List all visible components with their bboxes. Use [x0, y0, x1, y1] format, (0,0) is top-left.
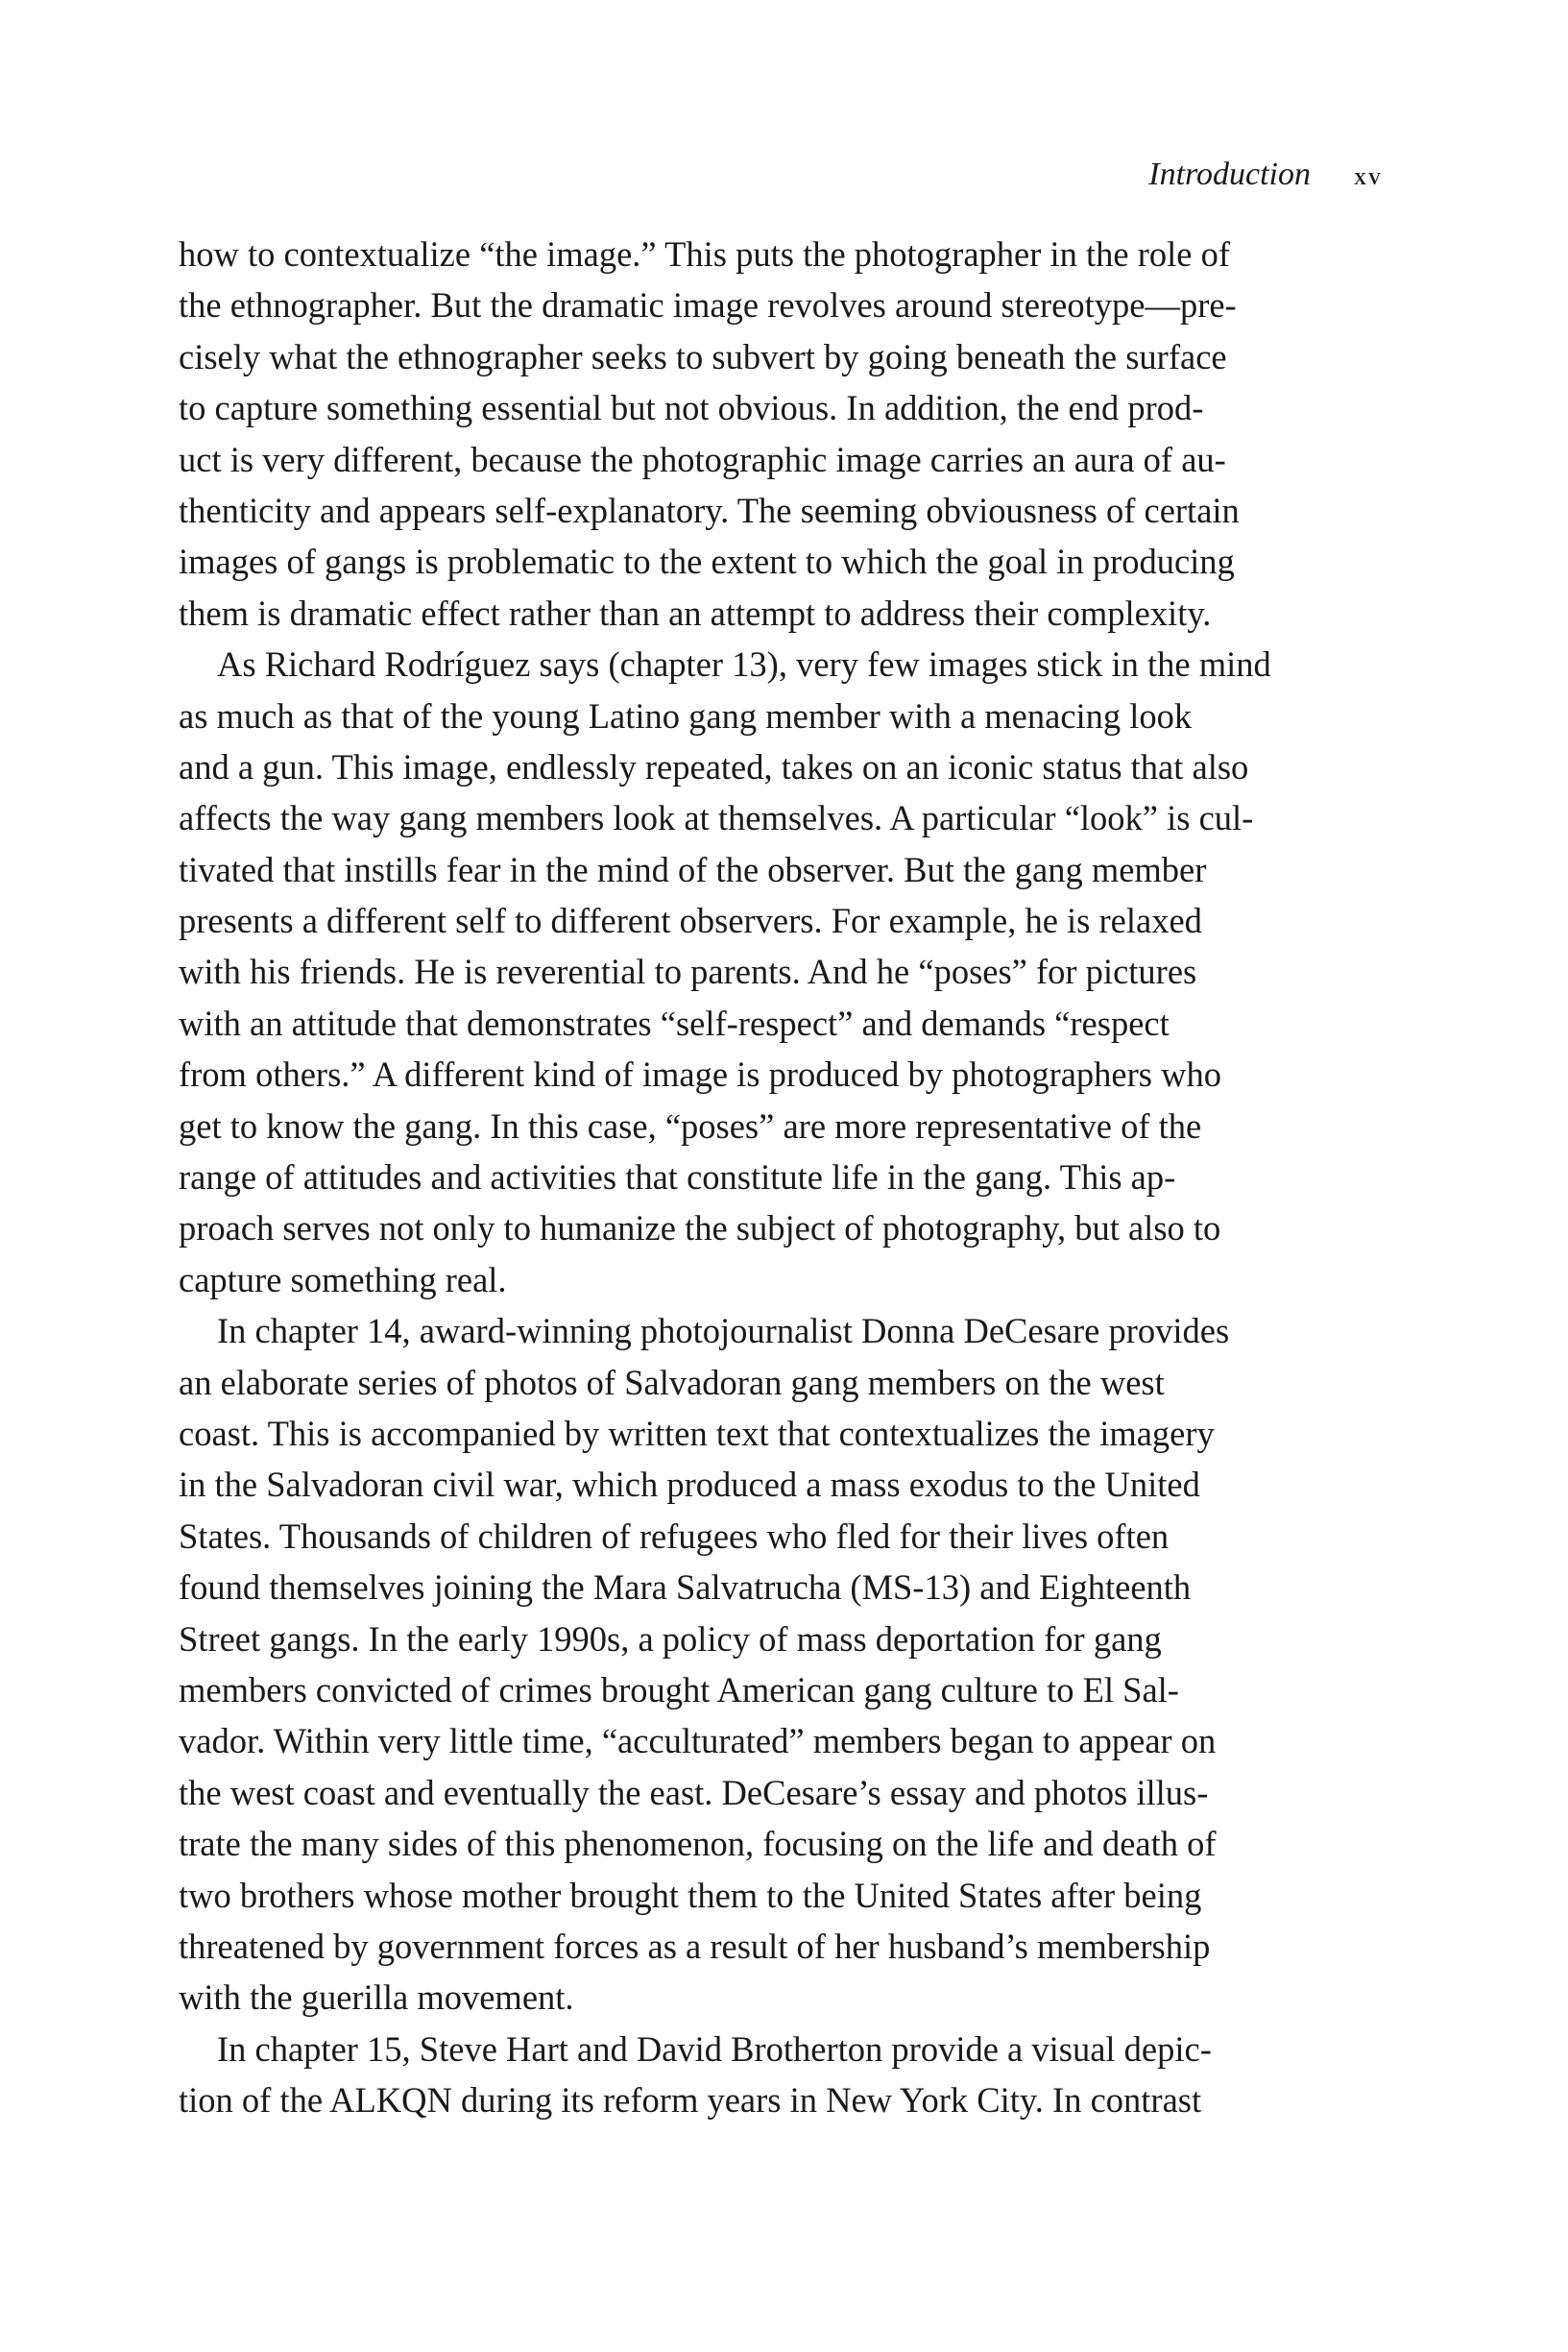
- text-line: the west coast and eventually the east. DeCesare’s essay and photos illus-: [179, 1772, 1209, 1812]
- text-line: with the guerilla movement.: [179, 1977, 574, 2018]
- text-line: uct is very different, because the photographic image carries an aura of au-: [179, 439, 1226, 479]
- text-line: coast. This is accompanied by written text that contextualizes the imagery: [179, 1413, 1215, 1453]
- text-line: and a gun. This image, endlessly repeated, takes on an iconic status that also: [179, 746, 1249, 787]
- paragraph: [179, 639, 1315, 1305]
- text-line: range of attitudes and activities that constitute life in the gang. This ap-: [179, 1157, 1176, 1198]
- paragraph: [179, 2024, 1315, 2126]
- text-line: vador. Within very little time, “acculturated” members began to appear on: [179, 1721, 1217, 1761]
- text-line: found themselves joining the Mara Salvatrucha (MS-13) and Eighteenth: [179, 1567, 1192, 1608]
- text-line: them is dramatic effect rather than an attempt to address their complexity.: [179, 593, 1212, 633]
- text-line: Street gangs. In the early 1990s, a policy of mass deportation for gang: [179, 1618, 1162, 1659]
- text-line: members convicted of crimes brought American gang culture to El Sal-: [179, 1669, 1179, 1709]
- text-line: to capture something essential but not obvious. In addition, the end prod-: [179, 388, 1204, 428]
- text-line: capture something real.: [179, 1259, 507, 1299]
- text-line: proach serves not only to humanize the subject of photography, but also to: [179, 1208, 1221, 1249]
- text-line: two brothers whose mother brought them to the United States after being: [179, 1875, 1202, 1915]
- text-line: cisely what the ethnographer seeks to subvert by going beneath the surface: [179, 336, 1227, 376]
- text-line: trate the many sides of this phenomenon, focusing on the life and death of: [179, 1824, 1217, 1864]
- text-line: how to contextualize “the image.” This puts the photographer in the role of: [179, 234, 1231, 274]
- text-line: tivated that instills fear in the mind of the observer. But the gang member: [179, 849, 1207, 889]
- text-line: As Richard Rodríguez says (chapter 13), very few images stick in the mind: [217, 644, 1271, 685]
- text-line: thenticity and appears self-explanatory. The seeming obviousness of certain: [179, 490, 1240, 530]
- text-line: get to know the gang. In this case, “poses” are more representative of the: [179, 1105, 1202, 1146]
- text-line: with an attitude that demonstrates “self-respect” and demands “respect: [179, 1003, 1170, 1043]
- text-line: threatened by government forces as a result of her husband’s membership: [179, 1926, 1211, 1966]
- text-line: an elaborate series of photos of Salvadoran gang members on the west: [179, 1362, 1165, 1402]
- text-line: from others.” A different kind of image is produced by photographers who: [179, 1055, 1221, 1095]
- text-line: as much as that of the young Latino gang member with a menacing look: [179, 695, 1193, 736]
- text-line: images of gangs is problematic to the extent to which the goal in producing: [179, 542, 1235, 582]
- text-line: tion of the ALKQN during its reform years in New York City. In contrast: [179, 2080, 1202, 2121]
- text-line: in the Salvadoran civil war, which produced a mass exodus to the United: [179, 1465, 1200, 1505]
- running-head: [0, 156, 1568, 204]
- paragraph: [179, 1305, 1315, 2023]
- text-line: States. Thousands of children of refugees who fled for their lives often: [179, 1515, 1170, 1556]
- text-line: the ethnographer. But the dramatic image revolves around stereotype—pre-: [179, 285, 1237, 326]
- text-line: affects the way gang members look at themselves. A particular “look” is cul-: [179, 798, 1254, 838]
- running-title: Introduction: [1148, 157, 1311, 192]
- page-number: xv: [1354, 162, 1383, 190]
- text-line: with his friends. He is reverential to parents. And he “poses” for pictures: [179, 952, 1197, 992]
- text-line: In chapter 14, award-winning photojournalist Donna DeCesare provides: [217, 1311, 1230, 1351]
- text-line: In chapter 15, Steve Hart and David Brotherton provide a visual depic-: [217, 2028, 1212, 2069]
- body-text: [179, 229, 1315, 2125]
- text-line: presents a different self to different observers. For example, he is relaxed: [179, 901, 1202, 941]
- paragraph: [179, 229, 1315, 639]
